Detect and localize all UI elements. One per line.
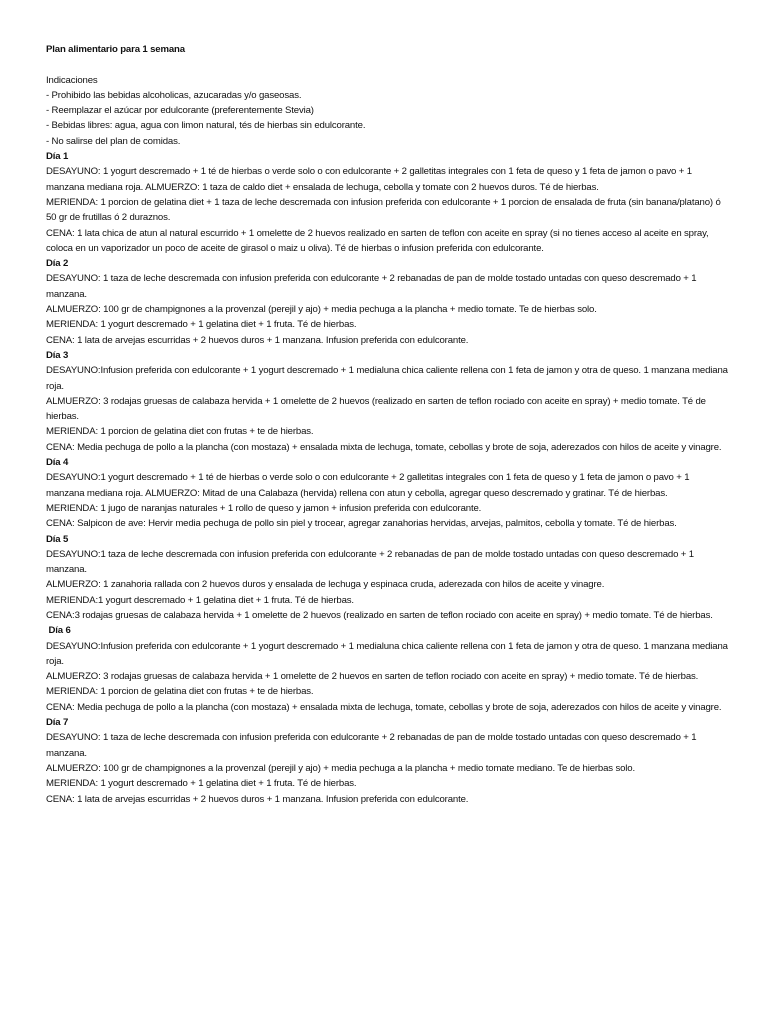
meal-line: DESAYUNO: 1 yogurt descremado + 1 té de hierbas o verde solo o con edulcorante + 2 galletitas integrales con 1 feta de queso y 1 feta de jamon o pavo + 1 manzana mediana roja. ALMUERZO: 1 taza de caldo diet + ensalada de lechuga, cebolla y tomate con 2 huevos duros. Té de hierbas.: [46, 166, 692, 193]
meal-line: MERIENDA: 1 yogurt descremado + 1 gelatina diet + 1 fruta. Té de hierbas.: [46, 319, 357, 331]
day-heading: Día 2: [46, 258, 69, 270]
day-heading: Día 7: [46, 717, 69, 729]
meal-line: MERIENDA: 1 porcion de gelatina diet con frutas + te de hierbas.: [46, 686, 314, 698]
indicacion-item: - Prohibido las bebidas alcoholicas, azucaradas y/o gaseosas.: [46, 89, 302, 101]
meal-line: CENA: Salpicon de ave: Hervir media pechuga de pollo sin piel y trocear, agregar zanahorias hervidas, arvejas, palmitos, cebolla y tomate. Té de hierbas.: [46, 518, 677, 530]
meal-line: MERIENDA: 1 porcion de gelatina diet + 1 taza de leche descremada con infusion preferida con edulcorante + 1 porcion de ensalada de fruta (sin banana/platano) ó 50 gr de frutillas ó 2 duraznos.: [46, 196, 721, 224]
meal-line: DESAYUNO:1 taza de leche descremada con infusion preferida con edulcorante + 2 rebanadas de pan de molde tostado untadas con queso descremado + 1 manzana.: [46, 548, 694, 576]
indicacion-item: - Bebidas libres: agua, agua con limon natural, tés de hierbas sin edulcorante.: [46, 120, 366, 132]
day-heading: Día 1: [46, 151, 69, 163]
meal-line: CENA: Media pechuga de pollo a la plancha (con mostaza) + ensalada mixta de lechuga, tomate, cebollas y brote de soja, aderezados con hilos de aceite y vinagre.: [46, 441, 722, 453]
document-title: Plan alimentario para 1 semana: [46, 44, 185, 55]
meal-line: CENA: 1 lata de arvejas escurridas + 2 huevos duros + 1 manzana. Infusion preferida con edulcorante.: [46, 334, 469, 346]
meal-line: CENA: Media pechuga de pollo a la plancha (con mostaza) + ensalada mixta de lechuga, tomate, cebollas y brote de soja, aderezados con hilos de aceite y vinagre.: [46, 701, 722, 713]
meal-line: MERIENDA: 1 jugo de naranjas naturales + 1 rollo de queso y jamon + infusion preferida con edulcorante.: [46, 502, 482, 514]
meal-line: ALMUERZO: 3 rodajas gruesas de calabaza hervida + 1 omelette de 2 huevos (realizado en sarten de teflon rociado con aceite en spray) + medio tomate. Té de hierbas.: [46, 395, 706, 423]
meal-line: DESAYUNO: 1 taza de leche descremada con infusion preferida con edulcorante + 2 rebanadas de pan de molde tostado untadas con queso descremado + 1 manzana.: [46, 732, 697, 759]
day-heading: Día 6: [46, 625, 71, 637]
meal-line: CENA: 1 lata de arvejas escurridas + 2 huevos duros + 1 manzana. Infusion preferida con edulcorante.: [46, 793, 469, 805]
meal-line: ALMUERZO: 3 rodajas gruesas de calabaza hervida + 1 omelette de 2 huevos en sarten de teflon rociado con aceite en spray) + medio tomate. Té de hierbas.: [46, 671, 699, 683]
day-heading: Día 5: [46, 533, 69, 545]
indicaciones-heading: Indicaciones: [46, 74, 98, 86]
meal-line: MERIENDA:1 yogurt descremado + 1 gelatina diet + 1 fruta. Té de hierbas.: [46, 594, 354, 606]
meal-line: DESAYUNO:Infusion preferida con edulcorante + 1 yogurt descremado + 1 medialuna chica caliente rellena con 1 feta de jamon y otra de queso. 1 manzana mediana roja.: [46, 640, 728, 667]
meal-line: ALMUERZO: 100 gr de champignones a la provenzal (perejil y ajo) + media pechuga a la plancha + medio tomate. Te de hierbas solo.: [46, 304, 597, 316]
meal-line: CENA: 1 lata chica de atun al natural escurrido + 1 omelette de 2 huevos realizado en sarten de teflon con aceite en spray (si no tienes acceso al aceite en spray, coloca en un vaporizador un poco de aceite de girasol o maiz u oliva). Té de hierbas o infusion preferida con edulcorante.: [46, 227, 709, 254]
meal-line: DESAYUNO:1 yogurt descremado + 1 té de hierbas o verde solo o con edulcorante + 2 galletitas integrales con 1 feta de queso y 1 feta de jamon o pavo + 1 manzana mediana roja. ALMUERZO: Mitad de una Calabaza (hervida) rellena con atun y cebolla, agregar queso descremado y gratinar. Té de hierbas.: [46, 472, 690, 499]
document-body: [46, 42, 728, 807]
day-heading: Día 4: [46, 457, 69, 469]
spacer: [46, 57, 728, 72]
day-heading: Día 3: [46, 349, 69, 361]
meal-line: MERIENDA: 1 yogurt descremado + 1 gelatina diet + 1 fruta. Té de hierbas.: [46, 778, 357, 790]
meal-line: DESAYUNO:Infusion preferida con edulcorante + 1 yogurt descremado + 1 medialuna chica caliente rellena con 1 feta de jamon y otra de queso. 1 manzana mediana roja.: [46, 365, 728, 392]
indicacion-item: - Reemplazar el azúcar por edulcorante (preferentemente Stevia): [46, 105, 314, 117]
meal-line: CENA:3 rodajas gruesas de calabaza hervida + 1 omelette de 2 huevos (realizado en sarten de teflon rociado con aceite en spray) + medio tomate. Té de hierbas.: [46, 609, 713, 621]
indicacion-item: - No salirse del plan de comidas.: [46, 135, 181, 147]
meal-line: DESAYUNO: 1 taza de leche descremada con infusion preferida con edulcorante + 2 rebanadas de pan de molde tostado untadas con queso descremado + 1 manzana.: [46, 273, 697, 300]
meal-line: ALMUERZO: 1 zanahoria rallada con 2 huevos duros y ensalada de lechuga y espinaca cruda, aderezada con hilos de aceite y vinagre.: [46, 579, 605, 591]
meal-line: MERIENDA: 1 porcion de gelatina diet con frutas + te de hierbas.: [46, 426, 314, 438]
meal-line: ALMUERZO: 100 gr de champignones a la provenzal (perejil y ajo) + media pechuga a la plancha + medio tomate mediano. Te de hierbas solo.: [46, 762, 635, 774]
